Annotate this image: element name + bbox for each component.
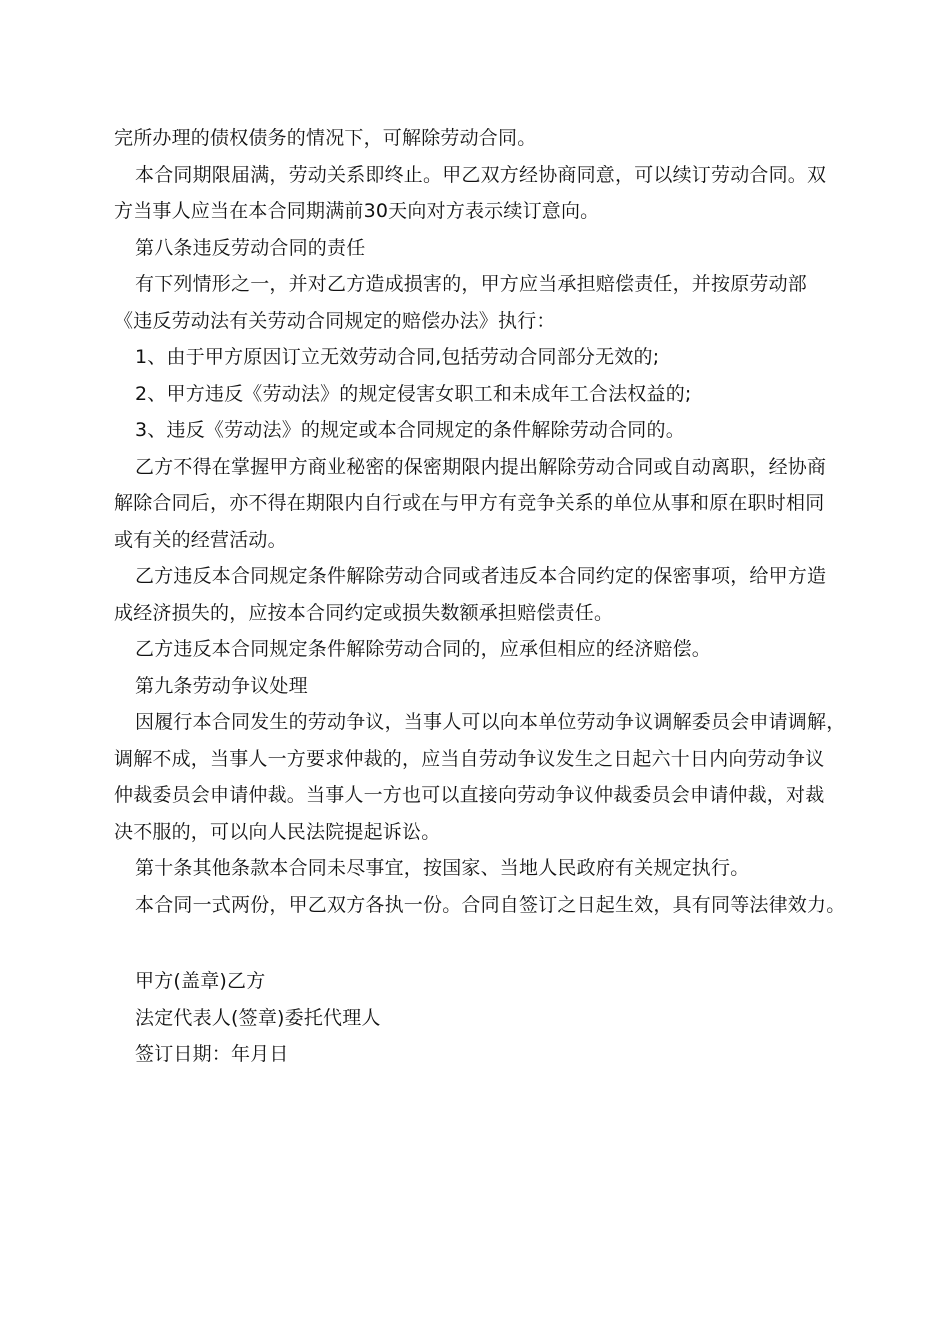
contract-body [114, 120, 854, 1073]
text-line: 调解不成，当事人一方要求仲裁的，应当自劳动争议发生之日起六十日内向劳动争议 [114, 747, 825, 770]
list-item: 1、由于甲方原因订立无效劳动合同,包括劳动合同部分无效的; [135, 346, 660, 368]
article-8-heading: 第八条违反劳动合同的责任 [135, 236, 366, 259]
text-line: 本合同期限届满，劳动关系即终止。甲乙双方经协商同意，可以续订劳动合同。双 [135, 163, 827, 186]
list-item: 2、甲方违反《劳动法》的规定侵害女职工和未成年工合法权益的; [135, 382, 692, 405]
article-9-heading: 第九条劳动争议处理 [135, 674, 308, 697]
text-line: 完所办理的债权债务的情况下，可解除劳动合同。 [114, 127, 537, 149]
text-line: 乙方违反本合同规定条件解除劳动合同或者违反本合同约定的保密事项，给甲方造 [135, 565, 827, 587]
text-line: 或有关的经营活动。 [114, 528, 287, 551]
text-line: 乙方违反本合同规定条件解除劳动合同的，应承但相应的经济赔偿。 [135, 638, 712, 660]
text-line: 解除合同后，亦不得在期限内自行或在与甲方有竞争关系的单位从事和原在职时相同 [114, 492, 825, 514]
text-line: 仲裁委员会申请仲裁。当事人一方也可以直接向劳动争议仲裁委员会申请仲裁，对裁 [114, 784, 825, 806]
text-line: 乙方不得在掌握甲方商业秘密的保密期限内提出解除劳动合同或自动离职，经协商 [135, 455, 827, 478]
text-line: 成经济损失的，应按本合同约定或损失数额承担赔偿责任。 [114, 601, 614, 624]
text-line: 方当事人应当在本合同期满前30天向对方表示续订意向。 [114, 200, 600, 222]
text-line: 本合同一式两份，甲乙双方各执一份。合同自签订之日起生效，具有同等法律效力。 [135, 893, 846, 916]
text-line: 《违反劳动法有关劳动合同规定的赔偿办法》执行： [114, 309, 556, 332]
spacer [114, 923, 854, 963]
text-line: 有下列情形之一，并对乙方造成损害的，甲方应当承担赔偿责任，并按原劳动部 [135, 273, 808, 295]
signature-date-line: 签订日期：年月日 [135, 1043, 289, 1065]
text-line: 因履行本合同发生的劳动争议，当事人可以向本单位劳动争议调解委员会申请调解， [135, 711, 846, 733]
text-line: 决不服的，可以向人民法院提起诉讼。 [114, 820, 441, 843]
article-10-text: 第十条其他条款本合同未尽事宜，按国家、当地人民政府有关规定执行。 [135, 857, 750, 879]
signature-representative-line: 法定代表人(签章)委托代理人 [135, 1006, 381, 1029]
list-item: 3、违反《劳动法》的规定或本合同规定的条件解除劳动合同的。 [135, 419, 685, 441]
signature-party-line: 甲方(盖章)乙方 [135, 970, 266, 992]
